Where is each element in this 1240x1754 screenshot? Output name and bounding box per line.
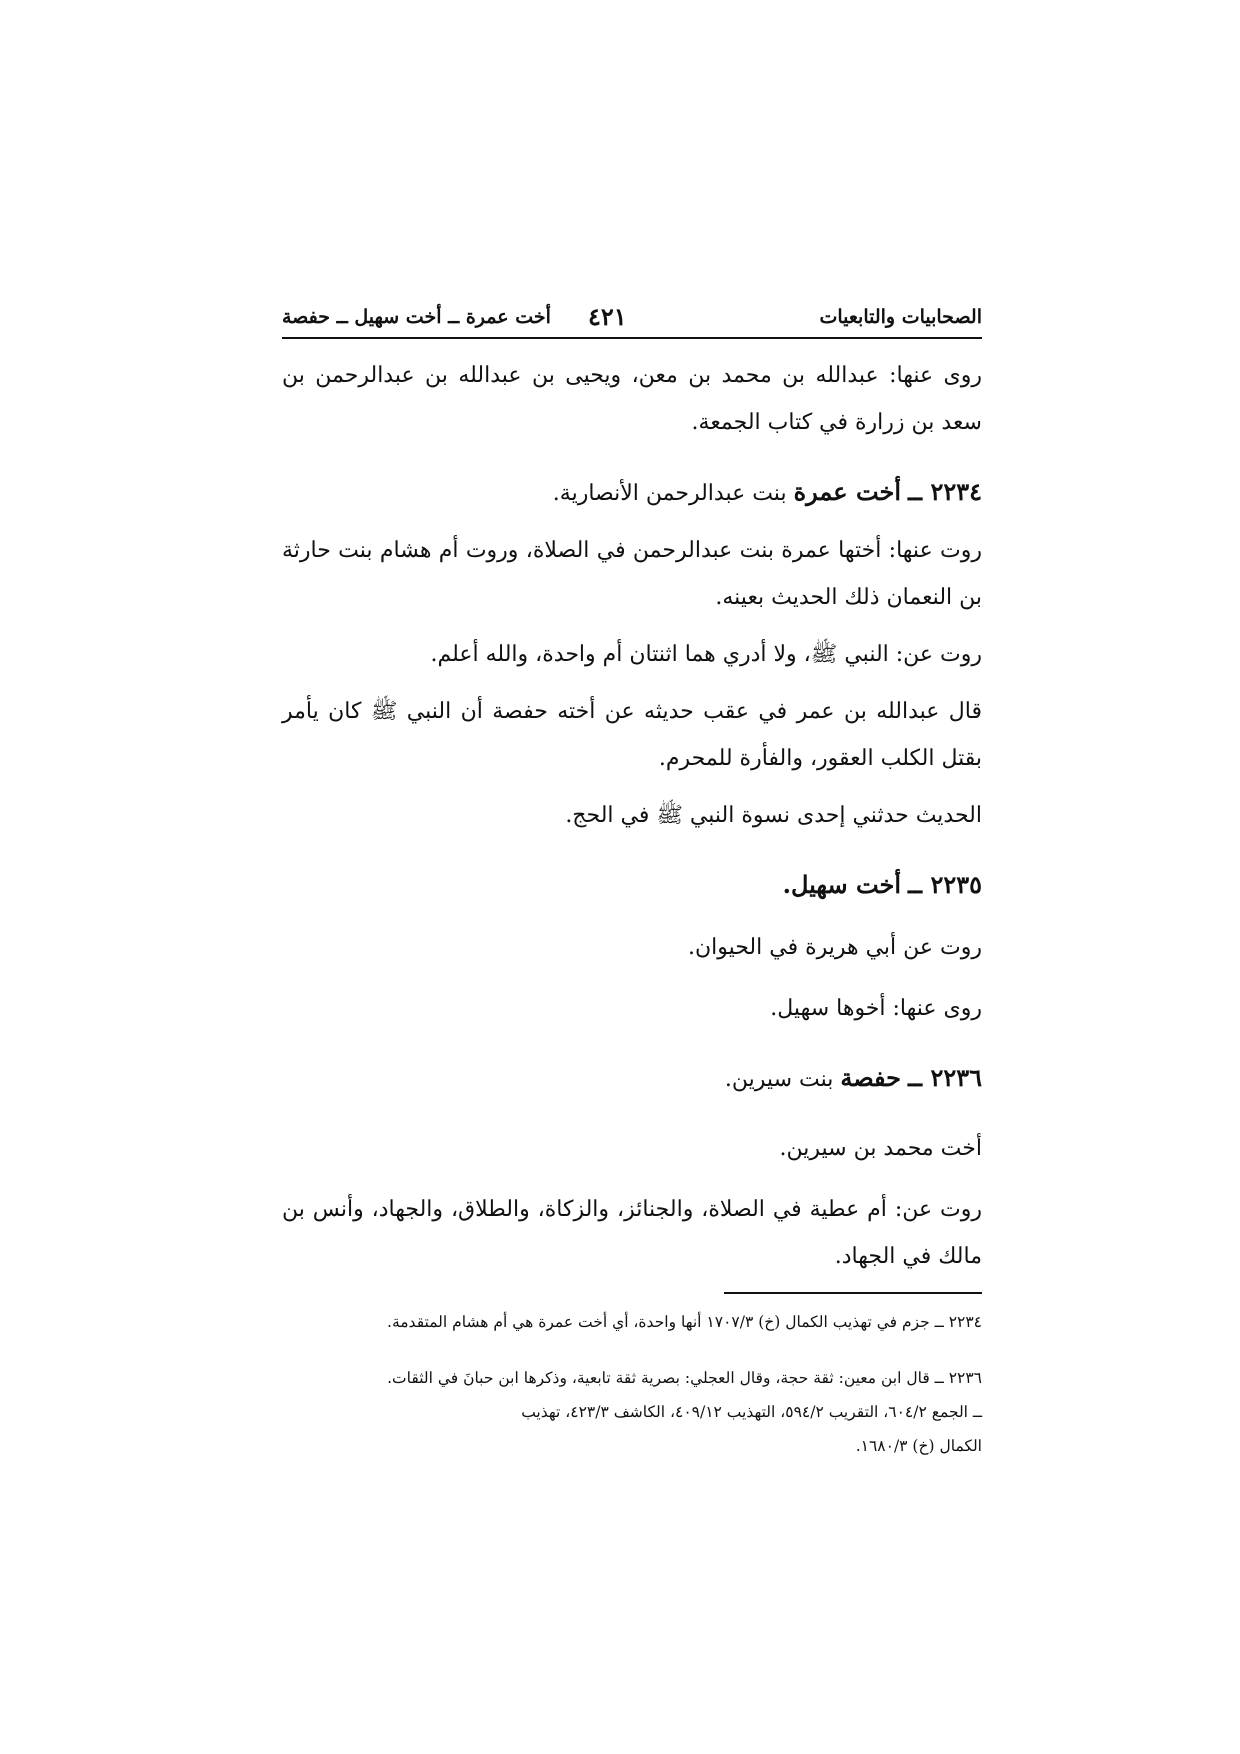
paragraph: روت عنها: أختها عمرة بنت عبدالرحمن في الصلاة، وروت أم هشام بنت حارثة بن النعمان ذلك الحديث بعينه. xyxy=(282,538,982,610)
paragraph: قال عبدالله بن عمر في عقب حديثه عن أخته حفصة أن النبي ﷺ كان يأمر بقتل الكلب العقور، والفأرة للمحرم. xyxy=(282,699,982,771)
entry-heading-2235 xyxy=(282,861,982,910)
footnote-line: ٢٢٣٦ ــ قال ابن معين: ثقة حجة، وقال العجلي: بصرية ثقة تابعية، وذكرها ابن حبانَ في الثقات. xyxy=(387,1369,982,1387)
entry-rest: بنت سيرين. xyxy=(724,1067,834,1092)
footnote-line: الكمال (خ) ١٦٨٠/٣. xyxy=(855,1437,982,1455)
paragraph: روى عنها: أخوها سهيل. xyxy=(770,996,982,1021)
paragraph: روت عن: أم عطية في الصلاة، والجنائز، والزكاة، والطلاق، والجهاد، وأنس بن مالك في الجهاد. xyxy=(282,1197,982,1269)
entry-heading-2234 xyxy=(282,468,982,517)
book-page xyxy=(282,0,982,1754)
header-book-title: الصحابيات والتابعيات xyxy=(819,306,982,328)
paragraph: أخت محمد بن سيرين. xyxy=(779,1136,982,1161)
entry-name: حفصة xyxy=(840,1063,902,1092)
header-entries-title: أخت عمرة ــ أخت سهيل ــ حفصة xyxy=(282,306,551,328)
page-number: ٤٢١ xyxy=(588,302,627,331)
entry-heading-2236 xyxy=(282,1054,982,1103)
entry-rest: بنت عبدالرحمن الأنصارية. xyxy=(552,481,787,506)
paragraph: روى عنها: عبدالله بن محمد بن معن، ويحيى بن عبدالله بن عبدالرحمن بن سعد بن زرارة في كتاب الجمعة. xyxy=(282,363,982,435)
footnote-2236 xyxy=(282,1361,982,1463)
footnote-2234: ٢٢٣٤ ــ جزم في تهذيب الكمال (خ) ١٧٠٧/٣ أنها واحدة، أي أخت عمرة هي أم هشام المتقدمة. xyxy=(387,1313,982,1331)
running-header xyxy=(282,302,982,342)
entry-number: ٢٢٣٤ ــ xyxy=(908,477,982,506)
footnote-divider xyxy=(724,1292,982,1294)
entry-number: ٢٢٣٥ ــ xyxy=(908,870,982,899)
paragraph: روت عن: النبي ﷺ، ولا أدري هما اثنتان أم واحدة، والله أعلم. xyxy=(430,642,982,667)
entry-number: ٢٢٣٦ ــ xyxy=(908,1063,982,1092)
entry-name: أخت سهيل. xyxy=(782,870,902,899)
main-text xyxy=(282,352,982,1280)
header-divider xyxy=(282,337,982,339)
footnote-line: ــ الجمع ٦٠٤/٢، التقريب ٥٩٤/٢، التهذيب ٤٠٩/١٢، الكاشف ٤٢٣/٣، تهذيب xyxy=(521,1403,982,1421)
entry-name: أخت عمرة xyxy=(793,477,902,506)
footnotes xyxy=(282,1305,982,1463)
paragraph: الحديث حدثني إحدى نسوة النبي ﷺ في الحج. xyxy=(565,803,982,828)
paragraph: روت عن أبي هريرة في الحيوان. xyxy=(687,935,982,960)
